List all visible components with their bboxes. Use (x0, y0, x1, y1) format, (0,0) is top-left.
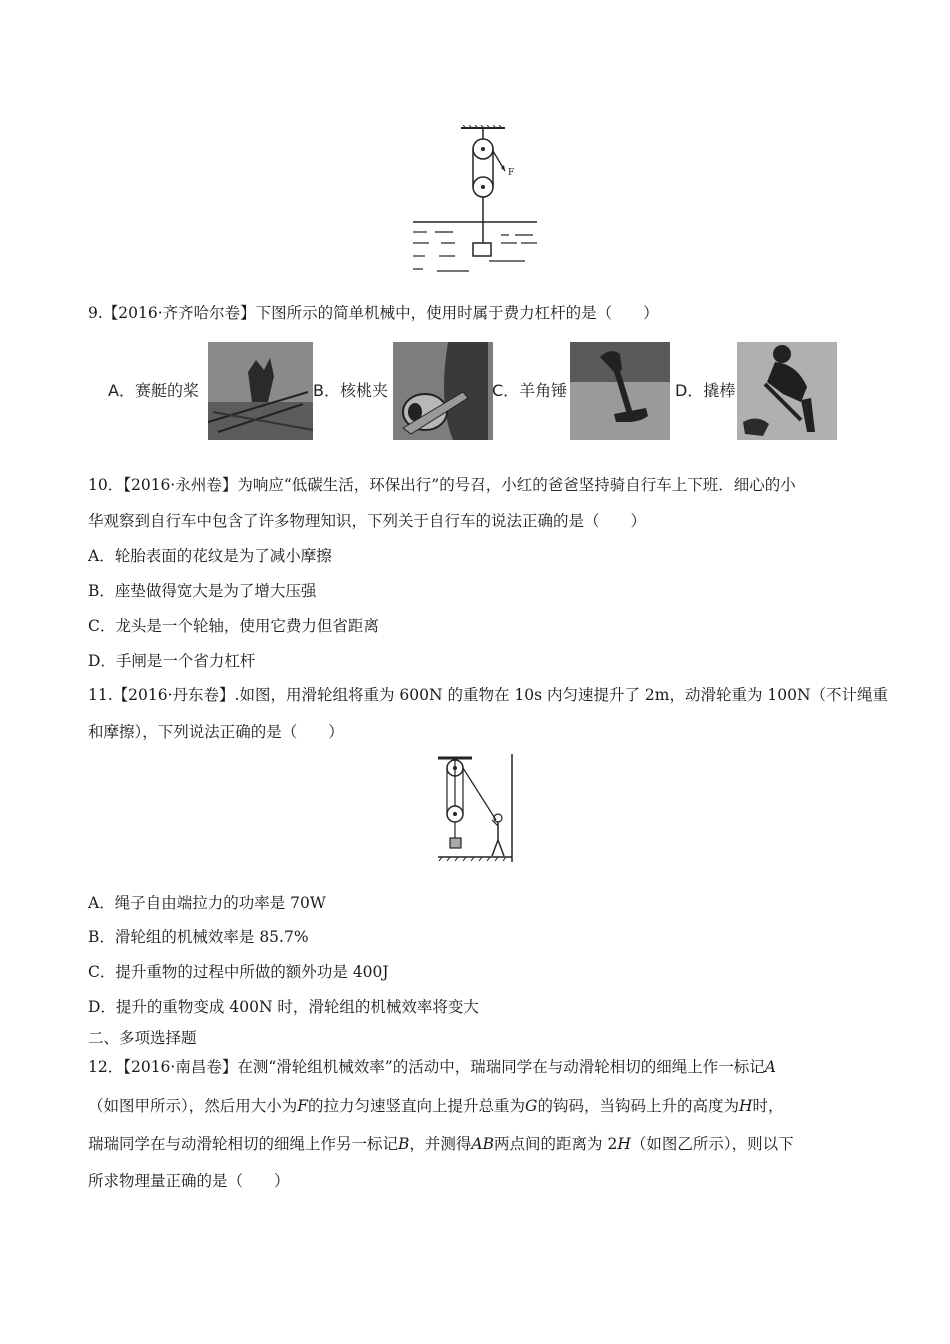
q10-option-a: A．轮胎表面的花纹是为了减小摩擦 (88, 547, 332, 565)
question-9-stem: 9.【2016·齐齐哈尔卷】下图所示的简单机械中，使用时属于费力杠杆的是（ ） (88, 304, 659, 322)
q10-option-b: B．座垫做得宽大是为了增大压强 (88, 582, 317, 600)
question-10-line-2: 华观察到自行车中包含了许多物理知识，下列关于自行车的说法正确的是（ ） (88, 512, 647, 530)
q11-option-b: B．滑轮组的机械效率是 85.7% (88, 928, 309, 946)
question-11-line-1: 11.【2016·丹东卷】.如图，用滑轮组将重为 600N 的重物在 10s 内匀速提升了 2m，动滑轮重为 100N（不计绳重 (88, 686, 889, 704)
option-c-label: C．羊角锤 (492, 381, 568, 400)
question-12-line-2: （如图甲所示），然后用大小为F的拉力匀速竖直向上提升总重为G的钩码，当钩码上升的高度为H时， (88, 1097, 784, 1115)
q11-option-c: C．提升重物的过程中所做的额外功是 400J (88, 963, 389, 981)
pulley-person-diagram (436, 752, 516, 867)
walnut-cracker-photo (393, 342, 493, 440)
option-b-label: B．核桃夹 (313, 381, 388, 400)
section-heading-multiple-choice: 二、多项选择题 (88, 1029, 197, 1047)
option-d-label: D．撬棒 (675, 381, 736, 400)
question-12-line-1: 12．【2016·南昌卷】在测“滑轮组机械效率”的活动中，瑞瑞同学在与动滑轮相切的细绳上作一标记A (88, 1058, 776, 1076)
pulley-water-figure (405, 125, 545, 275)
q10-option-c: C．龙头是一个轮轴，使用它费力但省距离 (88, 617, 379, 635)
question-11-line-2: 和摩擦），下列说法正确的是（ ） (88, 723, 344, 741)
force-label-F: F (508, 168, 515, 178)
q11-option-d: D．提升的重物变成 400N 时，滑轮组的机械效率将变大 (88, 998, 479, 1016)
pulley-person-figure (436, 752, 516, 867)
q11-option-a: A．绳子自由端拉力的功率是 70W (88, 894, 326, 912)
question-10-line-1: 10．【2016·永州卷】为响应“低碳生活，环保出行”的号召，小红的爸爸坚持骑自行车上下班．细心的小 (88, 476, 796, 494)
rowing-oar-photo (208, 342, 313, 440)
crowbar-photo (737, 342, 837, 440)
q10-option-d: D．手闸是一个省力杠杆 (88, 652, 256, 670)
question-12-line-3: 瑞瑞同学在与动滑轮相切的细绳上作另一标记B，并测得AB两点间的距离为 2H（如图乙所示），则以下 (88, 1135, 794, 1153)
claw-hammer-photo (570, 342, 670, 440)
option-a-label: A．赛艇的桨 (108, 381, 199, 400)
question-12-line-4: 所求物理量正确的是（ ） (88, 1172, 290, 1190)
pulley-water-diagram (405, 125, 545, 275)
